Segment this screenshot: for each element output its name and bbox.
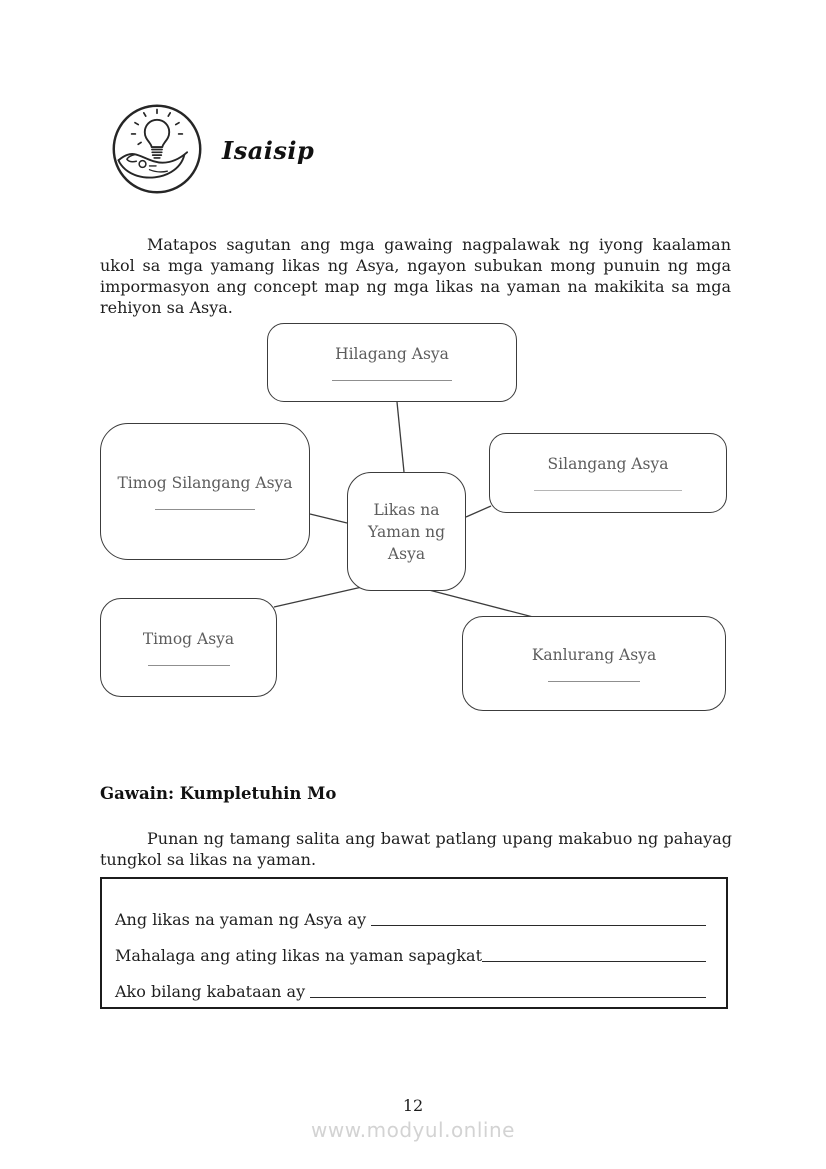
concept-node-silangang-asya	[489, 433, 727, 513]
node-label: Likas na Yaman ng Asya	[367, 500, 446, 563]
blank-line	[310, 997, 706, 998]
page-title: Isaisip	[222, 136, 315, 165]
fill-row-label: Ang likas na yaman ng Asya ay	[115, 910, 367, 929]
blank-line	[371, 925, 706, 926]
activity-instructions: Punan ng tamang salita ang bawat patlang upang makabuo ng pahayag tungkol sa likas na yaman.	[100, 829, 732, 869]
fill-in-box	[100, 877, 728, 1009]
blank-line	[534, 490, 682, 491]
blank-line	[155, 509, 255, 510]
node-label: Kanlurang Asya	[531, 645, 657, 664]
blank-line	[482, 961, 706, 962]
activity-heading: Gawain: Kumpletuhin Mo	[100, 784, 337, 803]
concept-node-kanlurang-asya	[462, 616, 726, 711]
node-label: Timog Asya	[142, 629, 235, 648]
concept-node-hilagang-asya	[267, 323, 517, 402]
concept-node-timog-silangang-asya	[100, 423, 310, 560]
fill-row	[115, 929, 706, 965]
concept-node-timog-asya	[100, 598, 277, 697]
fill-row-label: Mahalaga ang ating likas na yaman sapagkat	[115, 946, 482, 965]
blank-line	[332, 380, 452, 381]
watermark-text: www.modyul.online	[311, 1118, 515, 1142]
node-label: Hilagang Asya	[335, 344, 449, 363]
node-label: Silangang Asya	[547, 455, 669, 473]
fill-row-label: Ako bilang kabataan ay	[115, 982, 306, 1001]
blank-line	[148, 665, 230, 666]
fill-row	[115, 965, 706, 1001]
fill-row	[115, 893, 706, 929]
intro-paragraph: Matapos sagutan ang mga gawaing nagpalawak ng iyong kaalaman ukol sa mga yamang likas ng Asya, ngayon subukan mong punuin ng mga impormasyon ang concept map ng mga likas na yaman na makikita sa mga rehiyon sa Asya.	[100, 235, 731, 317]
node-label: Timog Silangang Asya	[117, 473, 293, 492]
page-number: 12	[402, 1096, 424, 1115]
blank-line	[548, 681, 640, 682]
lightbulb-in-hand-icon	[110, 102, 204, 196]
concept-node-center	[347, 472, 466, 591]
